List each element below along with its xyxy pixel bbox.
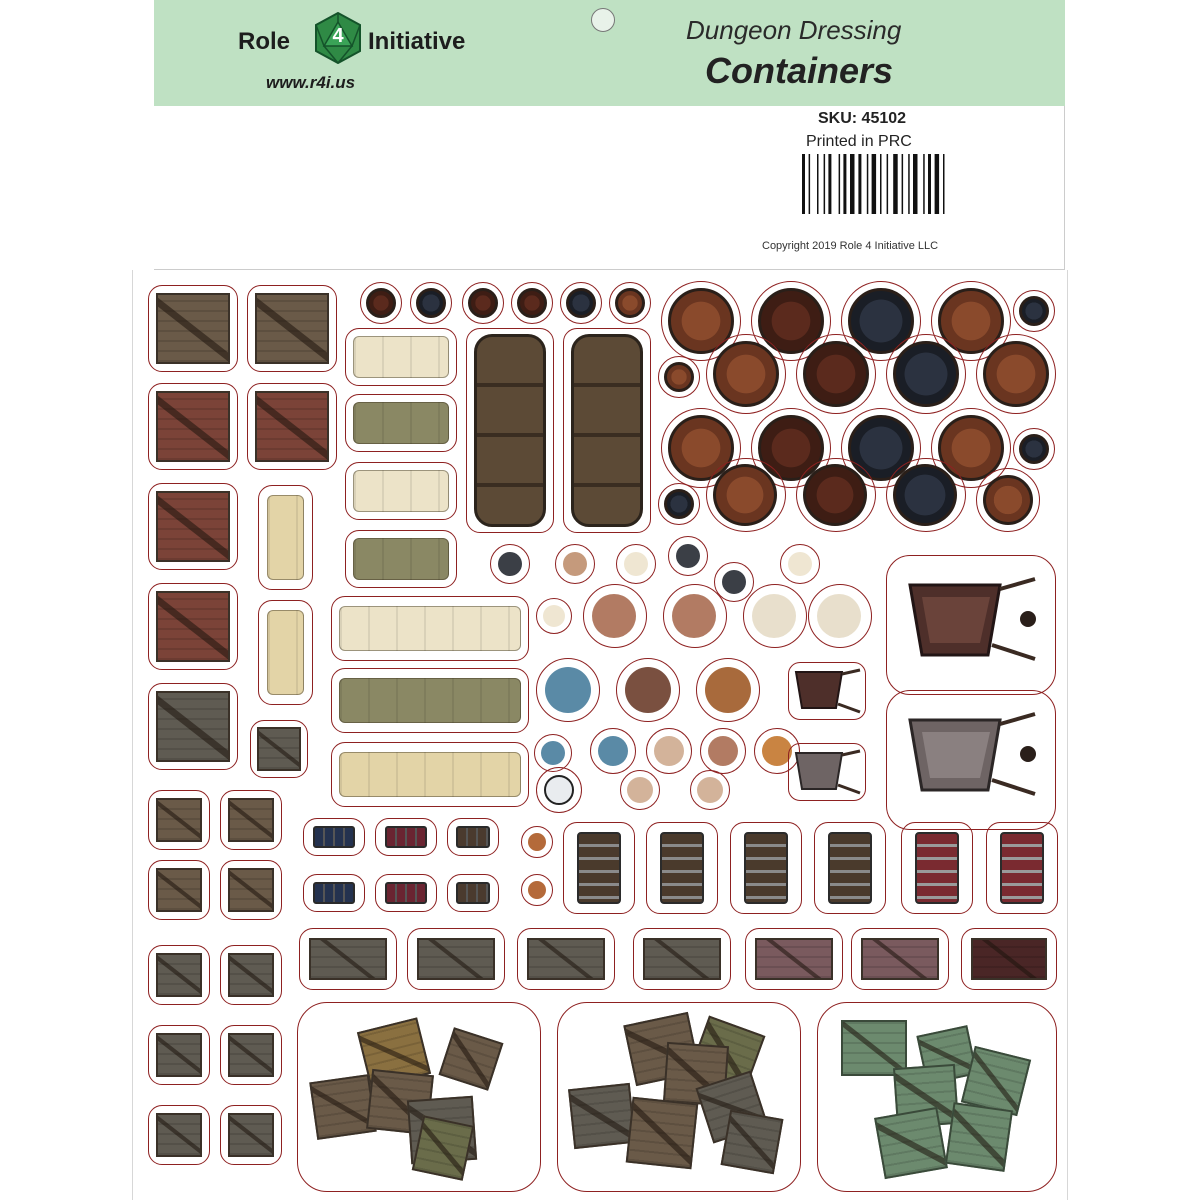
small-barrel-sticker bbox=[511, 282, 553, 324]
chest-sticker bbox=[375, 818, 437, 856]
long-crate-sticker bbox=[517, 928, 615, 990]
hang-hole bbox=[591, 8, 615, 32]
wheelbarrow-sticker bbox=[788, 743, 866, 801]
small-barrel-sticker bbox=[360, 282, 402, 324]
crate-pile-sticker bbox=[817, 1002, 1057, 1192]
crate-sticker bbox=[148, 945, 210, 1005]
crate-sticker bbox=[220, 860, 282, 920]
crate-pile-sticker bbox=[297, 1002, 541, 1192]
chest-sticker bbox=[447, 874, 499, 912]
header-band bbox=[154, 0, 1065, 106]
brand-url: www.r4i.us bbox=[266, 73, 356, 92]
sack-sticker bbox=[258, 485, 313, 590]
long-crate-sticker bbox=[633, 928, 731, 990]
long-crate-sticker bbox=[407, 928, 505, 990]
jug-sticker bbox=[521, 826, 553, 858]
crate-pile-sticker bbox=[557, 1002, 801, 1192]
crate-sticker bbox=[247, 285, 337, 372]
brand-name-left: Role bbox=[238, 28, 291, 55]
dice-number: 4 bbox=[332, 25, 344, 47]
small-barrel-sticker bbox=[410, 282, 452, 324]
chest-sticker bbox=[375, 874, 437, 912]
printed-in-label: Printed in PRC bbox=[806, 133, 912, 150]
crate-sticker bbox=[148, 285, 238, 372]
product-title: Containers bbox=[705, 50, 894, 91]
sack-sticker bbox=[345, 462, 457, 520]
chest-sticker bbox=[447, 818, 499, 856]
sticker-sheet bbox=[132, 270, 1068, 1200]
crate-sticker bbox=[148, 483, 238, 570]
product-header-card bbox=[154, 0, 1065, 270]
chest-sticker bbox=[303, 818, 365, 856]
crate-sticker bbox=[148, 583, 238, 670]
barrel-rack-sticker bbox=[466, 328, 554, 533]
crate-sticker bbox=[148, 1105, 210, 1165]
sack-sticker bbox=[345, 328, 457, 386]
chest-sticker bbox=[303, 874, 365, 912]
small-barrel-sticker bbox=[560, 282, 602, 324]
wheelbarrow-sticker bbox=[886, 555, 1056, 695]
crate-sticker bbox=[148, 1025, 210, 1085]
sack-sticker bbox=[345, 530, 457, 588]
brand-logo bbox=[238, 24, 498, 64]
crate-sticker bbox=[148, 383, 238, 470]
small-barrel-sticker bbox=[609, 282, 651, 324]
crate-sticker bbox=[148, 860, 210, 920]
long-crate-sticker bbox=[851, 928, 949, 990]
copyright-line: Copyright 2019 Role 4 Initiative LLC bbox=[762, 240, 939, 252]
barrel-rack-sticker bbox=[563, 328, 651, 533]
crate-sticker bbox=[220, 790, 282, 850]
cask-sticker bbox=[730, 822, 802, 914]
crate-sticker bbox=[247, 383, 337, 470]
cask-sticker bbox=[646, 822, 718, 914]
jug-sticker bbox=[521, 874, 553, 906]
cask-sticker bbox=[986, 822, 1058, 914]
d20-die-icon bbox=[314, 12, 362, 64]
crate-sticker bbox=[250, 720, 308, 778]
wheelbarrow-sticker bbox=[886, 690, 1056, 830]
long-crate-sticker bbox=[961, 928, 1057, 990]
sku-label: SKU: 45102 bbox=[818, 110, 907, 127]
crate-sticker bbox=[220, 1105, 282, 1165]
cask-sticker bbox=[814, 822, 886, 914]
barcode-icon bbox=[800, 154, 968, 218]
crate-sticker bbox=[220, 945, 282, 1005]
sack-sticker bbox=[258, 600, 313, 705]
sack-sticker bbox=[345, 394, 457, 452]
crate-sticker bbox=[148, 790, 210, 850]
product-subtitle: Dungeon Dressing bbox=[686, 15, 902, 45]
cask-sticker bbox=[901, 822, 973, 914]
crate-sticker bbox=[220, 1025, 282, 1085]
cask-sticker bbox=[563, 822, 635, 914]
long-crate-sticker bbox=[745, 928, 843, 990]
brand-name-right: Initiative bbox=[368, 28, 466, 55]
crate-sticker bbox=[148, 683, 238, 770]
small-barrel-sticker bbox=[462, 282, 504, 324]
barrel-cluster bbox=[658, 278, 1058, 533]
long-crate-sticker bbox=[299, 928, 397, 990]
wheelbarrow-sticker bbox=[788, 662, 866, 720]
